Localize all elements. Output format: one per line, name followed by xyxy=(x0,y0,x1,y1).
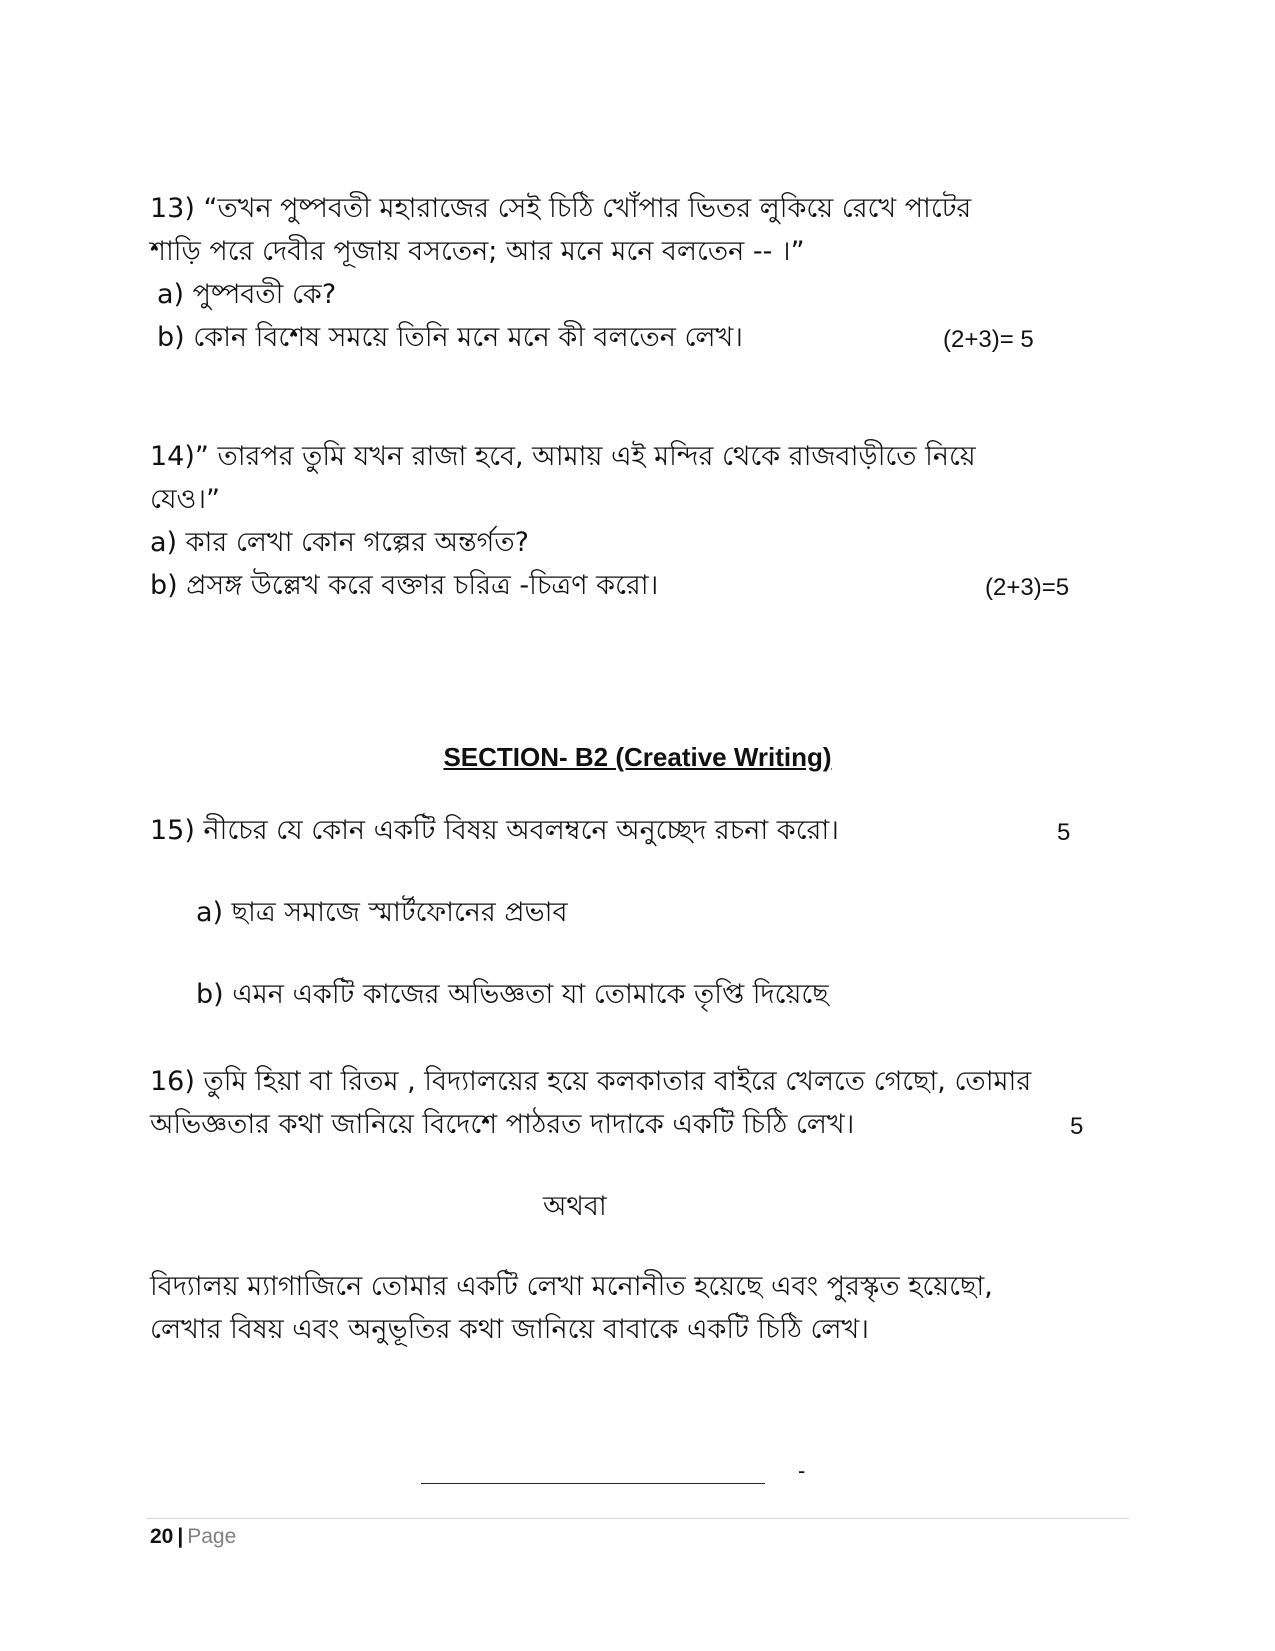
q15-option-b: b) এমন একটি কাজের অভিজ্ঞতা যা তোমাকে তৃপ্তি দিয়েছে xyxy=(196,979,829,1010)
page-label: Page xyxy=(187,1525,237,1548)
q14-part-a: a) কার লেখা কোন গল্পের অন্তর্গত? xyxy=(150,527,529,558)
q14-line-1: 14)” তারপর তুমি যখন রাজা হবে, আমায় এই মন্দির থেকে রাজবাড়ীতে নিয়ে xyxy=(150,441,976,472)
q13-part-b: b) কোন বিশেষ সময়ে তিনি মনে মনে কী বলতেন লেখ। xyxy=(157,322,743,353)
q13-line-2: শাড়ি পরে দেবীর পূজায় বসতেন; আর মনে মনে বলতেন -- ।” xyxy=(150,236,805,267)
q14-marks: (2+3)=5 xyxy=(985,574,1070,601)
q13-line-1: 13) “তখন পুষ্পবতী মহারাজের সেই চিঠি খোঁপার ভিতর লুকিয়ে রেখে পাটের xyxy=(150,193,972,224)
q16-marks: 5 xyxy=(1070,1113,1084,1140)
q14-line-2: যেও।” xyxy=(150,484,221,515)
q16-alt-line-1: বিদ্যালয় ম্যাগাজিনে তোমার একটি লেখা মনোনীত হয়েছে এবং পুরস্কৃত হয়েছো, xyxy=(150,1271,993,1302)
end-rule xyxy=(421,1483,765,1484)
q13-part-a: a) পুষ্পবতী কে? xyxy=(157,279,337,310)
end-dash: - xyxy=(798,1458,806,1483)
q15-stem: 15) নীচের যে কোন একটি বিষয় অবলম্বনে অনুচ্ছেদ রচনা করো। xyxy=(150,815,839,846)
footer-rule xyxy=(146,1518,1129,1519)
q15-option-a: a) ছাত্র সমাজে স্মার্টফোনের প্রভাব xyxy=(196,897,568,928)
q16-line-2: অভিজ্ঞতার কথা জানিয়ে বিদেশে পাঠরত দাদাকে একটি চিঠি লেখ। xyxy=(150,1109,855,1140)
q16-alt-line-2: লেখার বিষয় এবং অনুভূতির কথা জানিয়ে বাবাকে একটি চিঠি লেখ। xyxy=(150,1314,869,1345)
footer-separator: | xyxy=(177,1525,184,1548)
q13-marks: (2+3)= 5 xyxy=(943,326,1034,353)
q15-marks: 5 xyxy=(1057,819,1071,846)
page-footer xyxy=(150,1522,236,1552)
q16-or: অথবা xyxy=(543,1191,607,1222)
q16-line-1: 16) তুমি হিয়া বা রিতম , বিদ্যালয়ের হয়ে কলকাতার বাইরে খেলতে গেছো, তোমার xyxy=(150,1066,1032,1097)
page-number: 20 xyxy=(150,1525,174,1548)
q14-part-b: b) প্রসঙ্গ উল্লেখ করে বক্তার চরিত্র -চিত্রণ করো। xyxy=(150,570,659,601)
section-heading: SECTION- B2 (Creative Writing) xyxy=(443,742,832,772)
